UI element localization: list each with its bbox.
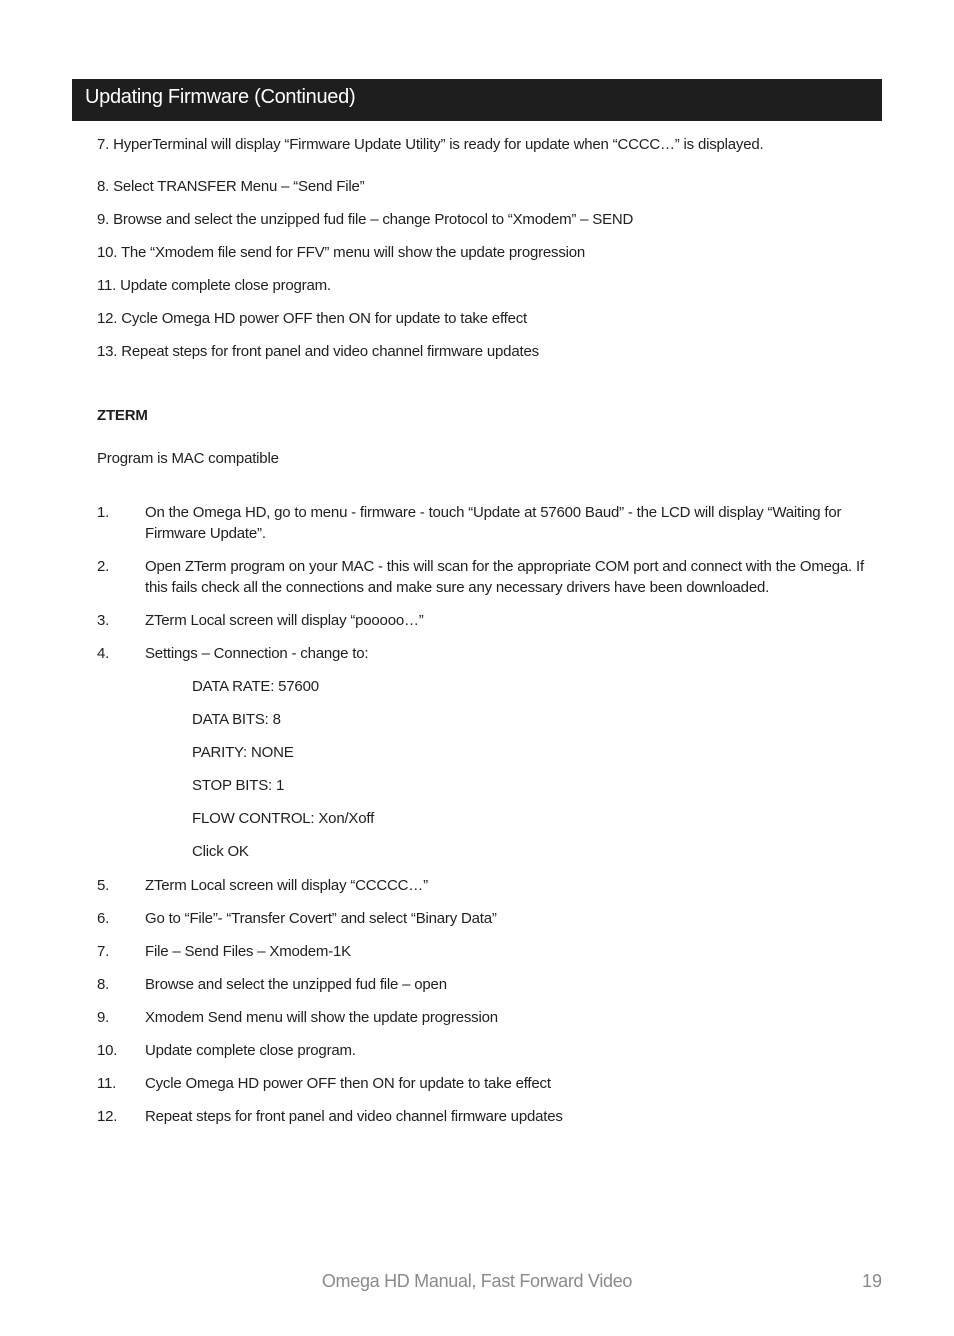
step-number: 6. (97, 910, 110, 927)
section-title: Updating Firmware (Continued) (85, 86, 356, 108)
step-number: 3. (97, 612, 110, 629)
step-number: 12. (97, 1108, 118, 1125)
step-text: ZTerm Local screen will display “CCCCC…” (145, 877, 428, 894)
zterm-heading: ZTERM (97, 407, 148, 424)
step-number: 10. (97, 1042, 118, 1059)
step-number: 9. (97, 1009, 110, 1026)
zterm-intro: Program is MAC compatible (97, 450, 279, 467)
connection-setting: FLOW CONTROL: Xon/Xoff (192, 810, 375, 827)
step-text: ZTerm Local screen will display “pooooo…” (145, 612, 424, 629)
step-number: 11. (97, 1075, 117, 1092)
hyperterminal-step: 10. The “Xmodem file send for FFV” menu will show the update progression (97, 244, 586, 261)
step-text: Settings – Connection - change to: (145, 645, 369, 662)
step-number: 7. (97, 943, 110, 960)
hyperterminal-step: 13. Repeat steps for front panel and video channel firmware updates (97, 343, 539, 360)
step-number: 1. (97, 504, 110, 521)
step-number: 8. (97, 976, 110, 993)
connection-setting: DATA RATE: 57600 (192, 678, 319, 695)
connection-setting: Click OK (192, 843, 249, 860)
hyperterminal-step: 12. Cycle Omega HD power OFF then ON for update to take effect (97, 310, 528, 327)
step-text: Browse and select the unzipped fud file – open (145, 976, 447, 993)
page-number: 19 (862, 1271, 883, 1291)
step-number: 2. (97, 558, 110, 575)
hyperterminal-step: 11. Update complete close program. (97, 277, 331, 294)
step-text: Cycle Omega HD power OFF then ON for update to take effect (145, 1075, 551, 1092)
footer-title: Omega HD Manual, Fast Forward Video (321, 1271, 633, 1291)
connection-setting: PARITY: NONE (192, 744, 294, 761)
step-text: Open ZTerm program on your MAC - this will scan for the appropriate COM port and connect with the Omega. If this fails check all the connections and make sure any necessary drivers have been downloaded. (145, 558, 864, 596)
section-header (72, 79, 882, 121)
step-text: On the Omega HD, go to menu - firmware - touch “Update at 57600 Baud” - the LCD will display “Waiting for Firmware Update”. (145, 504, 842, 542)
connection-setting: STOP BITS: 1 (192, 777, 285, 794)
step-text: Xmodem Send menu will show the update progression (145, 1009, 498, 1026)
step-number: 5. (97, 877, 110, 894)
step-text: Update complete close program. (145, 1042, 356, 1059)
connection-setting: DATA BITS: 8 (192, 711, 281, 728)
step-text: Go to “File”- “Transfer Covert” and select “Binary Data” (145, 910, 497, 927)
hyperterminal-step: 9. Browse and select the unzipped fud file – change Protocol to “Xmodem” – SEND (97, 211, 634, 228)
step-text: Repeat steps for front panel and video channel firmware updates (145, 1108, 563, 1125)
hyperterminal-step: 7. HyperTerminal will display “Firmware Update Utility” is ready for update when “CCCC…” is displayed. (97, 136, 764, 153)
step-number: 4. (97, 645, 110, 662)
hyperterminal-step: 8. Select TRANSFER Menu – “Send File” (97, 178, 365, 195)
step-text: File – Send Files – Xmodem-1K (145, 943, 351, 960)
